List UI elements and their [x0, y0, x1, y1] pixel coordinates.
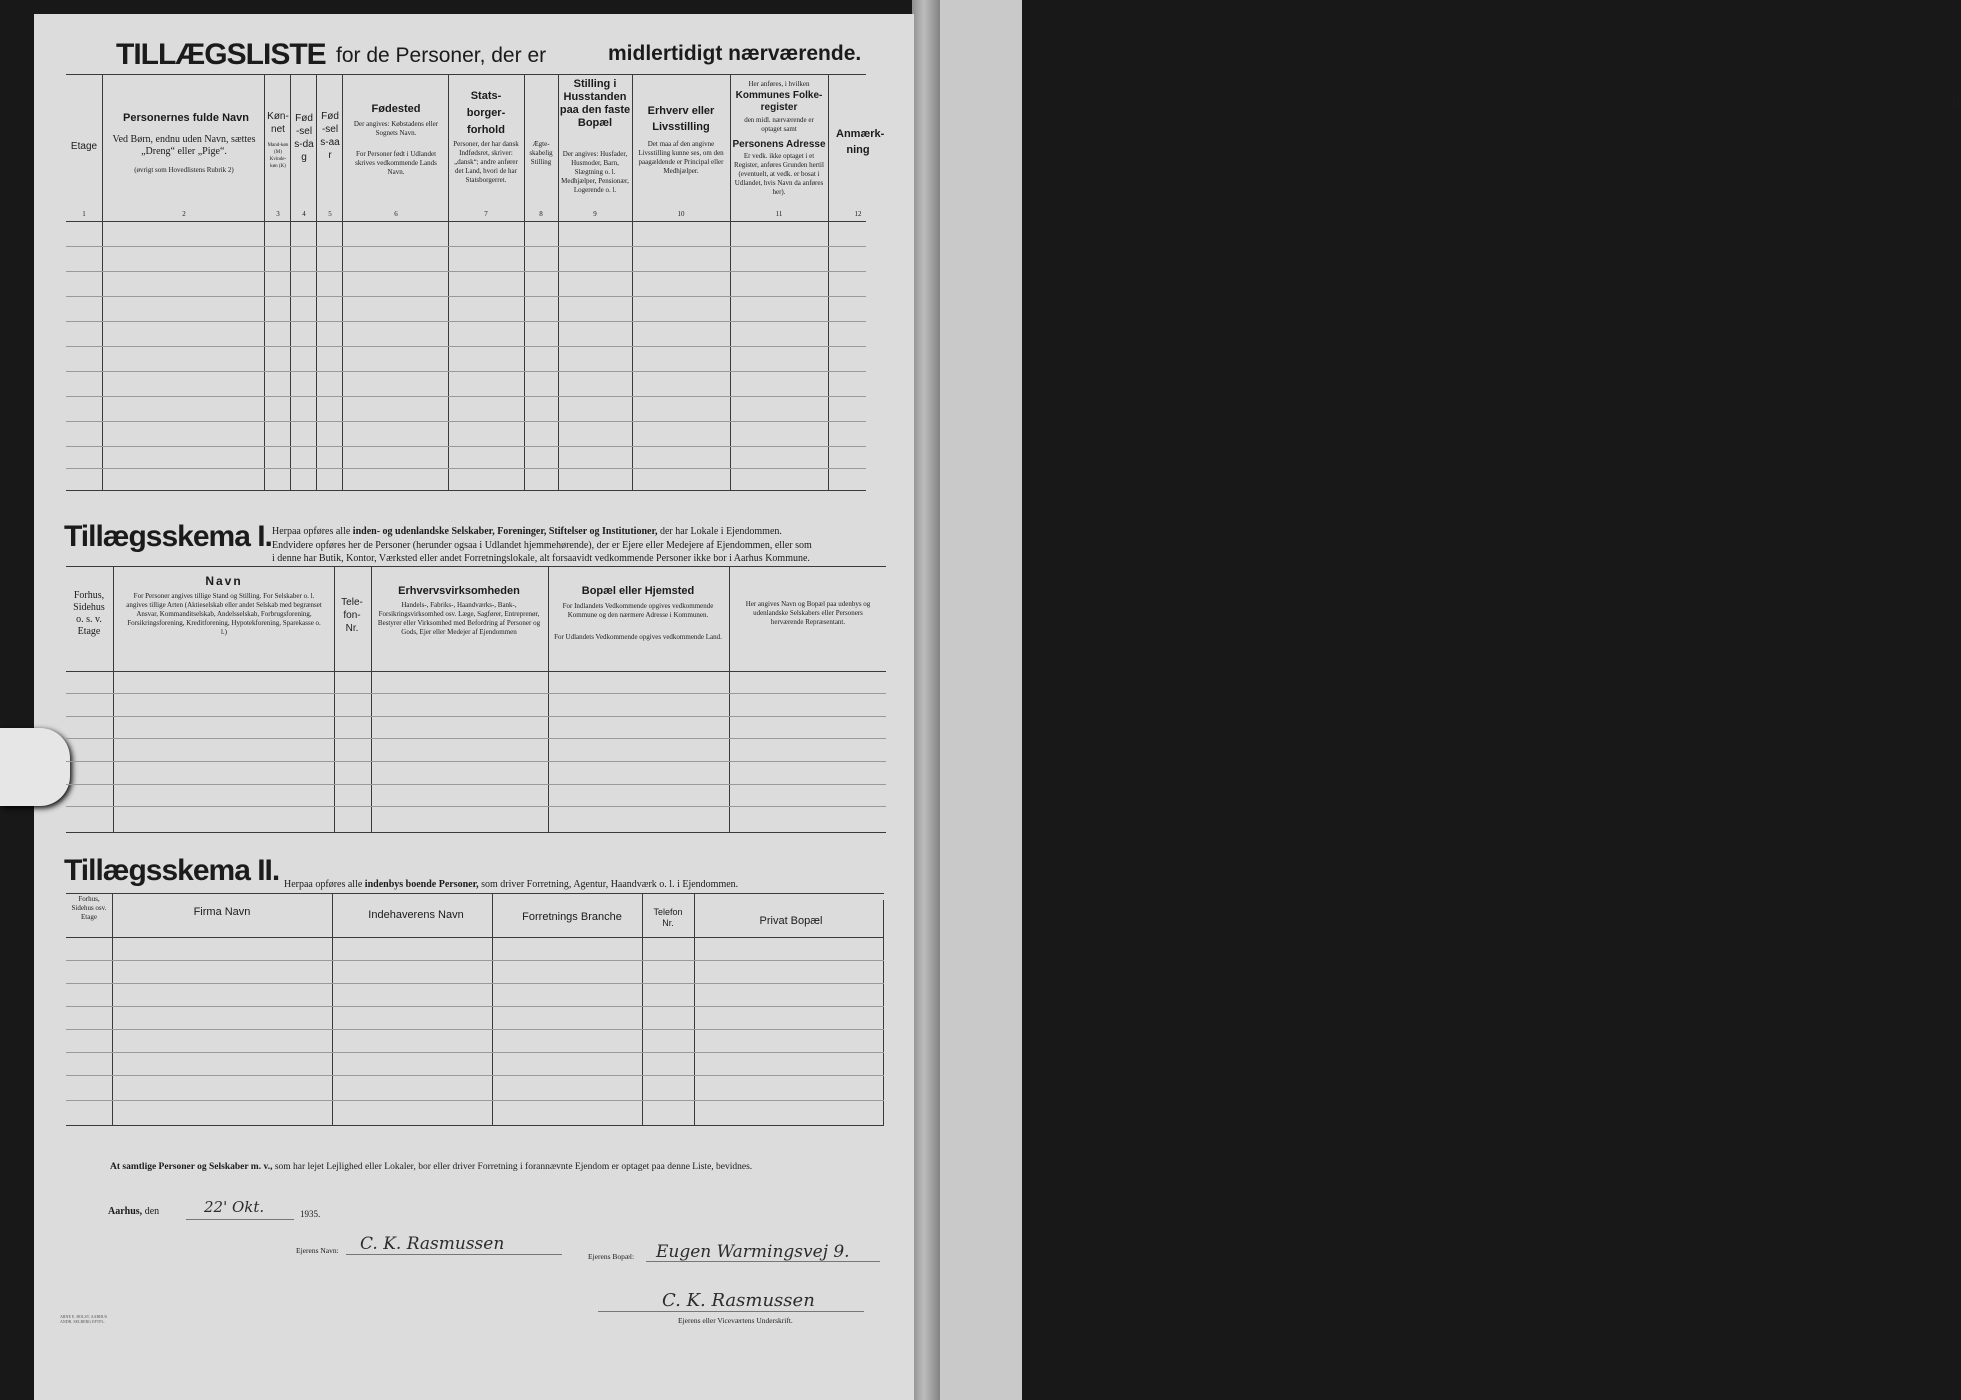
s1-col-bopael: Bopæl eller Hjemsted: [581, 585, 695, 597]
col-etage: Etage: [70, 141, 98, 152]
signature-label: Ejerens eller Viceværtens Underskrift.: [678, 1316, 793, 1325]
page-tab: [0, 728, 70, 806]
col-foedested: Fødested: [371, 103, 421, 115]
attestation-text: At samtlige Personer og Selskaber m. v., som har lejet Lejlighed eller Lokaler, bor eller driver Forretning i forannævnte Ejendom er optaget paa denne Liste, bevidnes.: [110, 1162, 753, 1172]
owner-address-label: Ejerens Bopæl:: [588, 1252, 635, 1261]
adjacent-page-letter: K: [1952, 94, 1961, 109]
owner-name: C. K. Rasmussen: [360, 1234, 505, 1254]
col-anmaerkning: Anmærk-ning: [836, 128, 885, 156]
col-statsborger: Stats-borger-forhold: [466, 90, 506, 136]
adjacent-page: [940, 0, 1961, 1400]
s1-col-etage: Forhus, Sidehus o. s. v. Etage: [73, 590, 105, 637]
form-title: TILLÆGSLISTE: [116, 38, 326, 71]
col-navn: Personernes fulde Navn: [123, 112, 249, 124]
col-folkeregister: Kommunes Folke-register: [735, 90, 823, 113]
col-koen: Køn-net: [267, 111, 289, 135]
col-stilling-husstand: Stilling i Husstanden paa den faste Bopæl: [559, 78, 631, 129]
s2-col-indehaver: Indehaverens Navn: [368, 909, 464, 921]
owner-name-label: Ejerens Navn:: [296, 1246, 339, 1255]
s2-col-branche: Forretnings Branche: [522, 911, 622, 923]
skema1-desc2: Endvidere opføres her de Personer (herunder ogsaa i Udlandet hjemmehørende), der er Ejere eller Medejere af Ejendommen, eller som: [272, 540, 812, 551]
date-handwritten: 22' Okt.: [204, 1198, 265, 1216]
form-subtitle: for de Personer, der er: [336, 44, 547, 67]
s1-col-erhverv: Erhvervsvirksomheden: [398, 585, 520, 597]
skema1-desc3: i denne har Butik, Kontor, Værksted eller andet Forretningslokale, alt forsaavidt vedkommende Personer ikke bor i Aarhus Kommune.: [272, 553, 810, 564]
col-aegteskabelig: Ægte-skabelig Stilling: [529, 140, 553, 166]
printer-imprint: ARNE E. HOLST, AARHUS ANDR. SELBERG EFTFL.: [60, 1314, 108, 1324]
s2-col-telefon: Telefon Nr.: [653, 907, 683, 928]
signature: C. K. Rasmussen: [662, 1290, 815, 1311]
skema2-desc: Herpaa opføres alle indenbys boende Personer, som driver Forretning, Agentur, Haandværk o. l. i Ejendommen.: [284, 879, 739, 890]
col-foedselsaar: Fød-sels-aar: [320, 111, 340, 161]
page-edge: [912, 0, 942, 1400]
owner-address: Eugen Warmingsvej 9.: [656, 1242, 850, 1262]
col-erhverv: Erhverv eller Livsstilling: [647, 105, 715, 133]
col-foedselsdag: Fød-sels-dag: [294, 113, 314, 163]
s2-col-firma: Firma Navn: [193, 906, 251, 918]
date-line: Aarhus, den: [108, 1206, 160, 1217]
skema1-desc1: Herpaa opføres alle inden- og udenlandske Selskaber, Foreninger, Stiftelser og Institutioner, der har Lokale i Ejendommen.: [272, 526, 782, 537]
s1-col-navn: Navn: [205, 574, 243, 588]
s2-col-etage: Forhus, Sidehus osv. Etage: [71, 895, 107, 921]
skema2-title: Tillægsskema II.: [64, 854, 280, 887]
year: 1935.: [300, 1209, 321, 1219]
s1-col-telefon: Tele-fon-Nr.: [341, 597, 363, 634]
s2-col-privat-bopael: Privat Bopæl: [759, 915, 823, 927]
form-subtitle-bold: midlertidigt nærværende.: [608, 42, 862, 65]
s1-col-repraesentant: Her angives Navn og Bopæl paa udenbys og udenlandske Selskabers eller Personers herværende Repræsentant.: [745, 600, 871, 626]
skema1-title: Tillægsskema I.: [64, 520, 272, 553]
